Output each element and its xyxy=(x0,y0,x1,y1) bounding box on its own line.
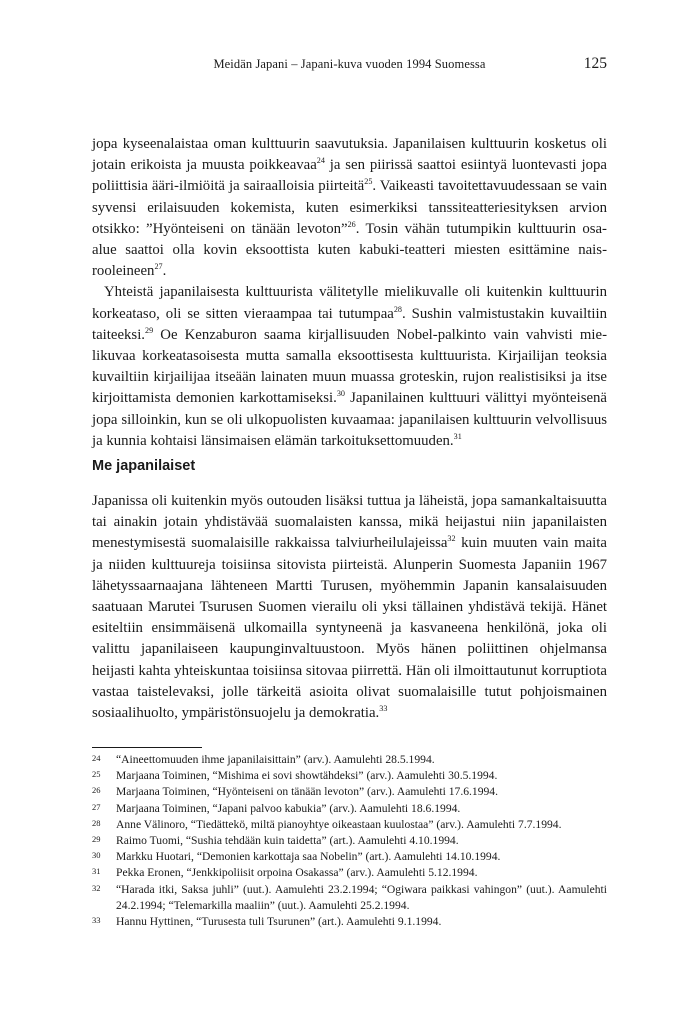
footnote xyxy=(92,914,607,930)
footnote-text: Marjaana Toiminen, “Japani palvoo kabukia” (arv.). Aamulehti 18.6.1994. xyxy=(116,801,461,815)
footnote-number: 29 xyxy=(92,834,101,845)
paragraph xyxy=(92,491,607,724)
footnote-number: 27 xyxy=(92,801,101,812)
paragraph-text: . xyxy=(162,263,167,280)
footnote xyxy=(92,817,607,833)
footnote-number: 33 xyxy=(92,915,101,926)
footnote-ref: 31 xyxy=(453,431,462,441)
footnote-ref: 29 xyxy=(145,325,154,335)
paragraph-text: jopa kyseenalaistaa oman kulttuurin saavutuksia. Japanilaisen kulttuurin kosketus oli jotain erikoista ja muusta poikkeavaa xyxy=(92,136,607,174)
footnote-number: 28 xyxy=(92,817,101,828)
footnote-number: 26 xyxy=(92,785,101,796)
footnote xyxy=(92,833,607,849)
footnote-number: 31 xyxy=(92,866,101,877)
footnote-ref: 25 xyxy=(364,177,373,187)
footnote xyxy=(92,752,607,768)
footnote-ref: 30 xyxy=(336,389,345,399)
paragraph-text: Oe Kenzaburon saama kirjallisuuden Nobel-palkinto vain vahvisti mielikuvaa korkeatasoisesta mutta samalla eksoottisesta kulttuurista. Kirjailijan teoksia kuvailtiin kirjailijaa itseään lainaten muun muassa groteskin, rujon realistisiksi ja itse kirjoittamista demonien karkottamiseksi. xyxy=(92,326,607,407)
paragraph-text: . Sushin valmistustakin kuvailtiin taiteeksi. xyxy=(92,305,607,343)
footnote-ref: 27 xyxy=(154,262,163,272)
footnote-text: Marjaana Toiminen, “Hyönteiseni on tänään levoton” (arv.). Aamulehti 17.6.1994. xyxy=(116,785,498,799)
paragraph-text: . Vaikeasti tavoitettavuudessaan se vain syvensi erilaisuuden kokemista, kuten esimerkiksi tanssiteatteriesityksen arvion otsikko: ”Hyönteiseni on tänään levoton” xyxy=(92,178,607,237)
paragraph-text: Japanilainen kulttuuri välittyi myönteisenä jopa silloinkin, kun se oli ulkopuolisten kuvaamaa: japanilaisen kulttuurin velvollisuus ja kunnia kohtaisi länsimaisen elämän tarkoituksettomuuden. xyxy=(92,390,607,449)
footnote-ref: 26 xyxy=(347,219,356,229)
footnote-ref: 24 xyxy=(316,156,325,166)
footnote xyxy=(92,784,607,800)
paragraph xyxy=(92,134,607,282)
running-title: Meidän Japani – Japani-kuva vuoden 1994 Suomessa xyxy=(213,57,486,71)
footnote-ref: 33 xyxy=(379,703,388,713)
footnote-number: 32 xyxy=(92,882,101,893)
footnote xyxy=(92,882,607,914)
footnotes xyxy=(92,752,607,930)
paragraph xyxy=(92,282,607,452)
paragraph-text: Japanissa oli kuitenkin myös outouden lisäksi tuttua ja läheistä, jopa samankaltaisuutta tai ainakin jotain yhdistävää suomalaisten kanssa, mikä heijastui niin japanilaisten menestymisestä suomalaisille rakkaissa talviurheilulajeissa xyxy=(92,493,607,552)
footnote-text: “Aineettomuuden ihme japanilaisittain” (arv.). Aamulehti 28.5.1994. xyxy=(116,753,435,766)
footnote-number: 24 xyxy=(92,753,101,763)
running-head xyxy=(92,56,607,76)
footnote-text: Hannu Hyttinen, “Turusesta tuli Tsurunen” (art.). Aamulehti 9.1.1994. xyxy=(116,915,442,929)
footnote xyxy=(92,801,607,817)
paragraph-text: Yhteistä japanilaisesta kulttuurista välitetylle mielikuvalle oli kuitenkin kulttuurin korkeataso, oli se sitten vieraampaa tai tutumpaa xyxy=(92,284,607,322)
footnote-ref: 32 xyxy=(447,534,456,544)
footnote-number: 30 xyxy=(92,850,101,861)
body-text-section xyxy=(92,491,607,724)
paragraph-text: . Tosin vähän tutumpikin kulttuurin osa-alue saattoi olla kovin eksoottista kuten kabuki-teatteri miesten esittämine naisrooleineen xyxy=(92,220,607,280)
footnote-number: 25 xyxy=(92,769,101,780)
paragraph-text: kuin muuten vain maita ja niiden kulttuureja toisiinsa sitovista piirteistä. Alunperin Suomesta Japaniin 1967 lähetyssaarnaajana lähteneen Martti Turusen, myöhemmin Japanin kansalaisuuden saatuaan Marutei Tsurusen Suomen vierailu oli yksi tällainen yhdistävä tekijä. Hänet esiteltiin ensimmäisenä ulkomailla syntyneenä ja kasvaneena henkilönä, joka oli valittu japanilaiseen kaupunginvaltuustoon. Myös hänen poliittinen ohjelmansa heijasti kahta yhteiskuntaa toisiinsa sitovaa piirrettä. Hän oli ilmoittautunut korruptiota vastaa taistelevaksi, jolle tärkeitä asioita olivat suomalaisille tutut pohjoismainen sosiaalihuolto, ympäristönsuojelu ja demokratia. xyxy=(92,535,607,722)
footnote-rule xyxy=(92,747,202,748)
section-heading: Me japanilaiset xyxy=(92,458,196,474)
footnote xyxy=(92,865,607,881)
page-number: 125 xyxy=(583,55,607,72)
footnote-text: “Harada itki, Saksa juhli” (uut.). Aamulehti 23.2.1994; “Ogiwara paikkasi vahingon” (uut.). Aamulehti 24.2.1994; “Telemarkilla maaliin” (uut.). Aamulehti 25.2.1994. xyxy=(116,882,607,912)
body-text-top xyxy=(92,134,607,452)
footnote-text: Raimo Tuomi, “Sushia tehdään kuin taidetta” (art.). Aamulehti 4.10.1994. xyxy=(116,834,459,848)
footnote-text: Markku Huotari, “Demonien karkottaja saa Nobelin” (art.). Aamulehti 14.10.1994. xyxy=(116,850,501,864)
footnote-text: Anne Välinoro, “Tiedättekö, miltä pianoyhtye oikeastaan kuulostaa” (arv.). Aamulehti 7.7.1994. xyxy=(116,817,562,831)
footnote xyxy=(92,768,607,784)
paragraph-text: ja sen piirissä saattoi esiintyä luontevasti jopa poliittisia ääri-ilmiöitä ja sairaalloisia piirteitä xyxy=(92,157,607,195)
footnote xyxy=(92,849,607,865)
footnote-text: Marjaana Toiminen, “Mishima ei sovi showtähdeksi” (arv.). Aamulehti 30.5.1994. xyxy=(116,769,498,783)
footnote-ref: 28 xyxy=(393,304,402,314)
footnote-text: Pekka Eronen, “Jenkkipoliisit orpoina Osakassa” (arv.). Aamulehti 5.12.1994. xyxy=(116,866,478,880)
